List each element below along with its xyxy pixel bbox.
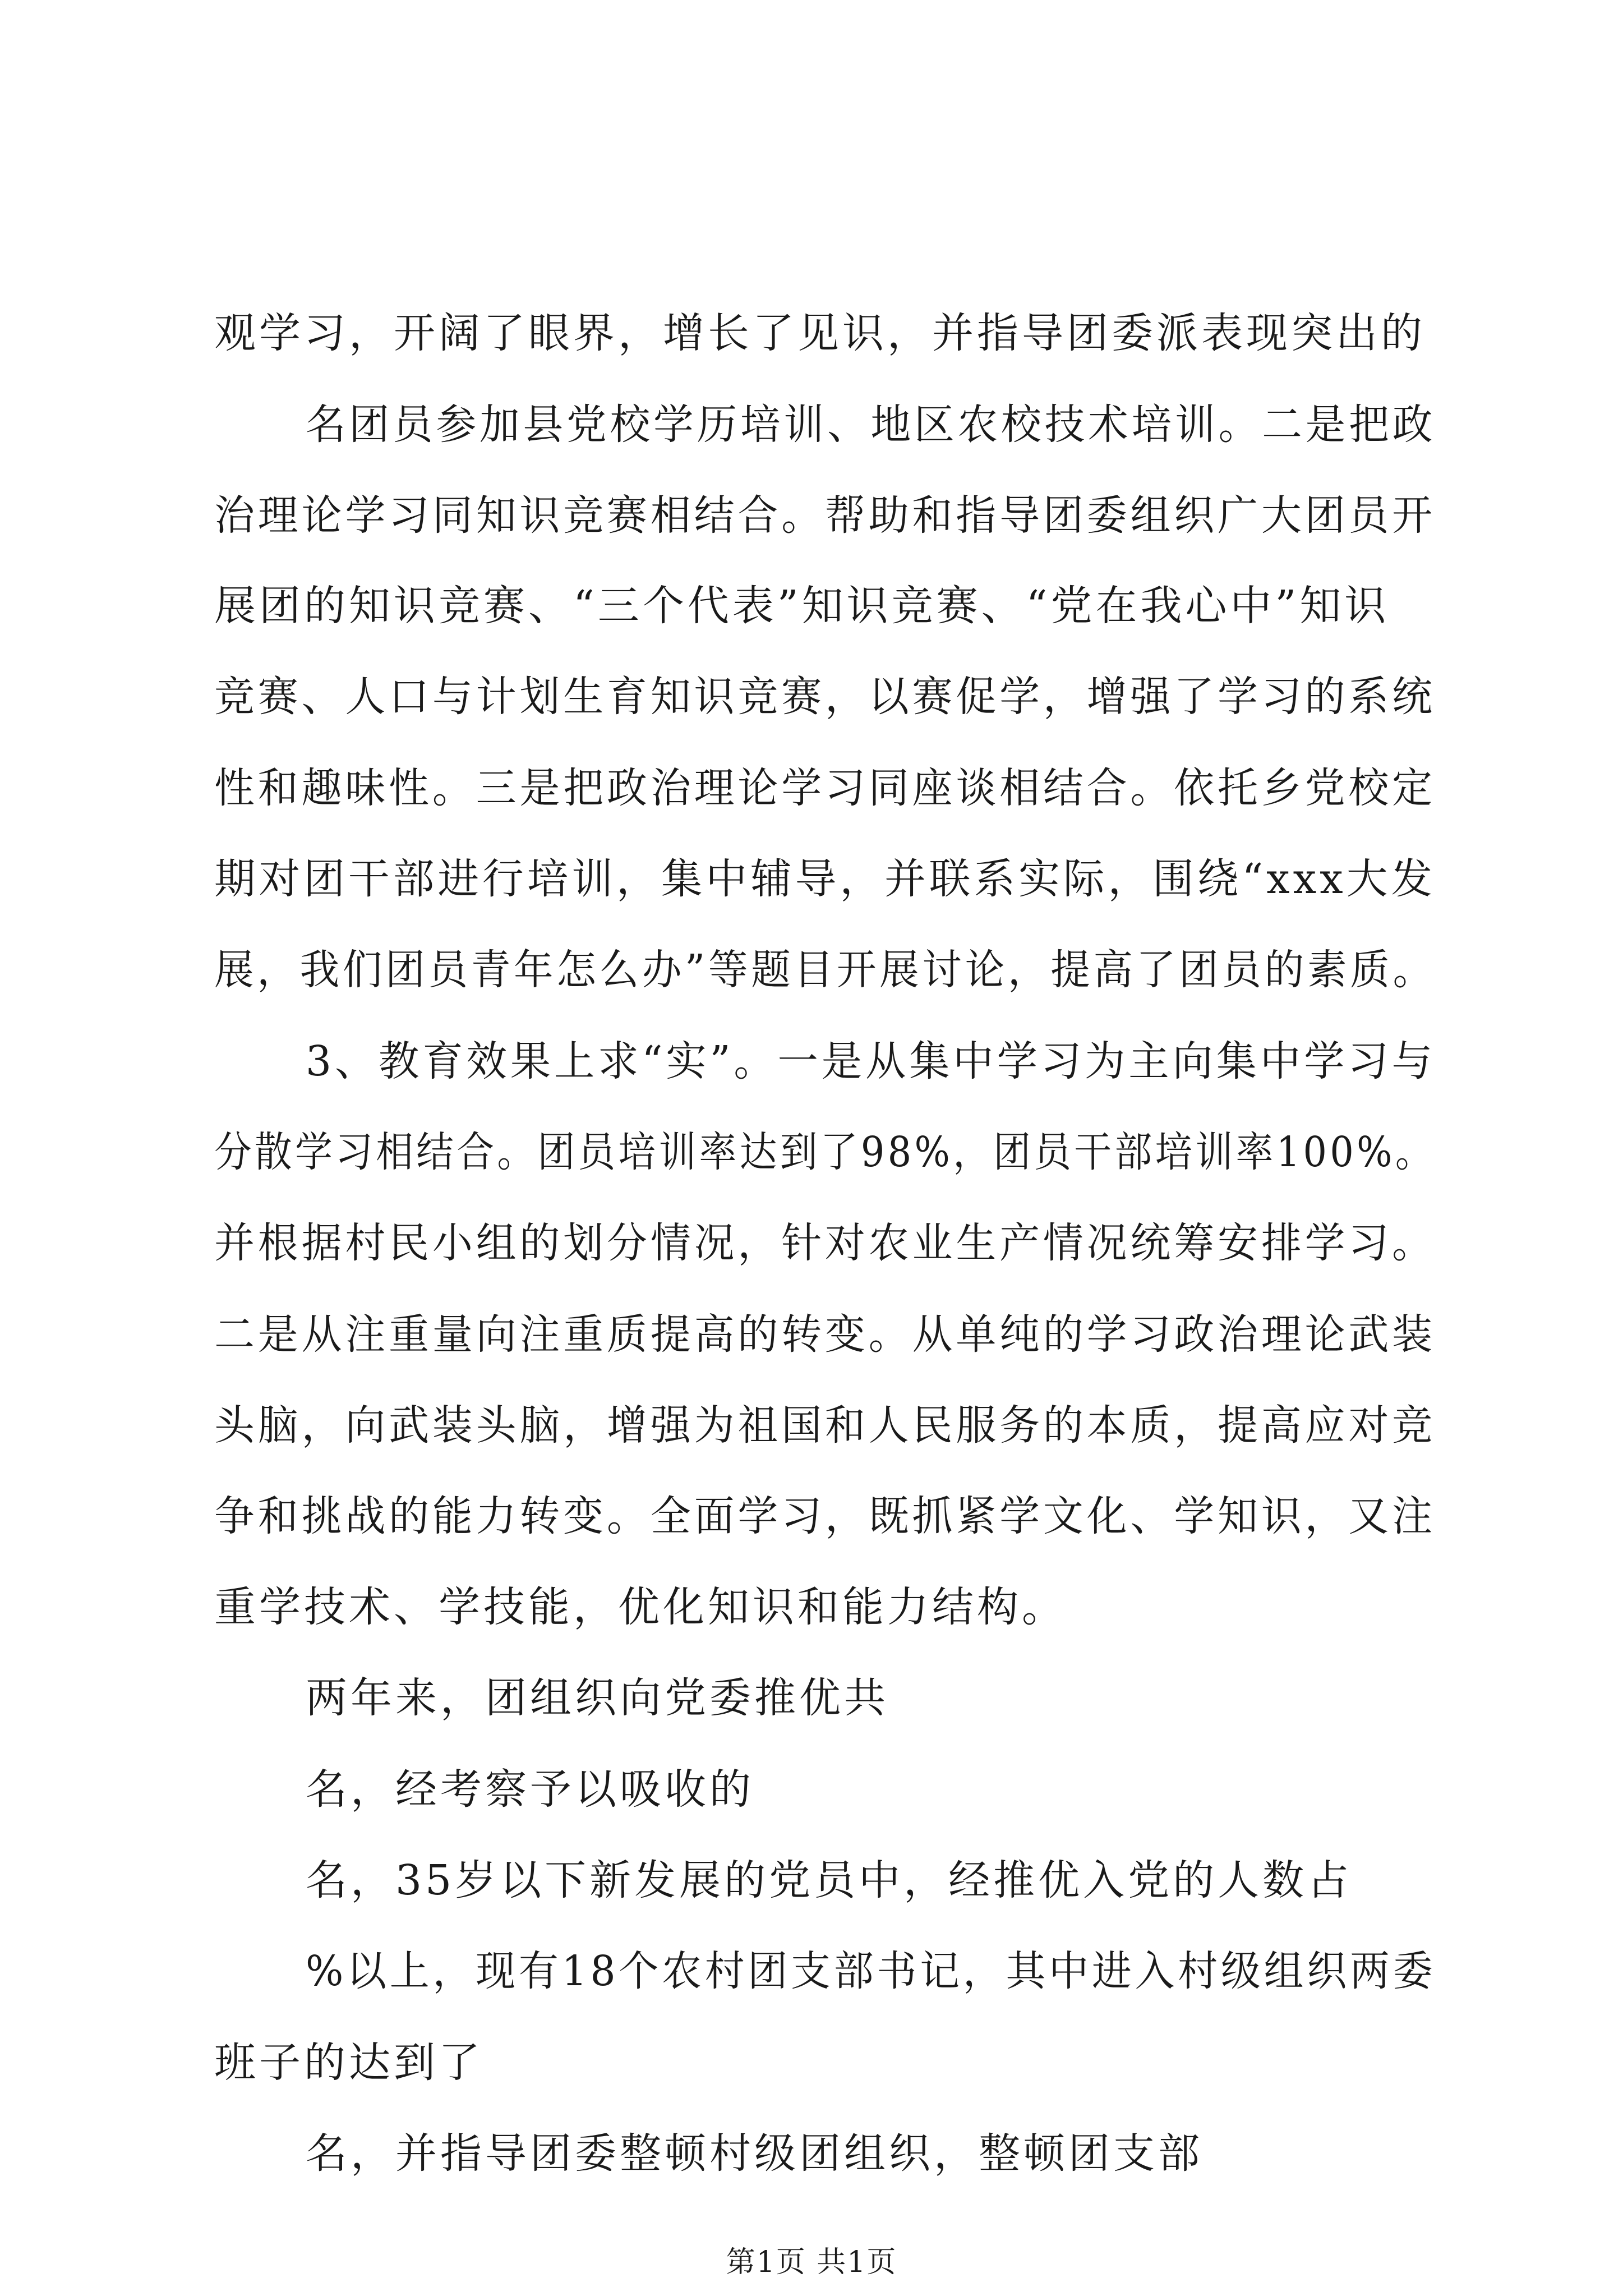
text-line: 名，并指导团委整顿村级团组织，整顿团支部 [306,2129,1203,2178]
text-line: 治理论学习同知识竞赛相结合。帮助和指导团委组织广大团员开 [214,491,1436,540]
text-line: 分散学习相结合。团员培训率达到了98%，团员干部培训率100%。 [214,1128,1436,1176]
text-line: 名团员参加县党校学历培训、地区农校技术培训。二是把政 [306,401,1436,449]
text-line: 观学习，开阔了眼界，增长了见识，并指导团委派表现突出的 [214,309,1426,357]
text-line: 性和趣味性。三是把政治理论学习同座谈相结合。依托乡党校定 [214,764,1436,812]
text-line: 二是从注重量向注重质提高的转变。从单纯的学习政治理论武装 [214,1310,1436,1359]
text-line: 争和挑战的能力转变。全面学习，既抓紧学文化、学知识，又注 [214,1492,1436,1540]
text-line: 期对团干部进行培训，集中辅导，并联系实际，围绕“xxx大发 [214,855,1436,903]
text-line: 展团的知识竞赛、“三个代表”知识竞赛、“党在我心中”知识 [214,582,1390,630]
page-footer: 第1页 共1页 [726,2246,897,2279]
text-line: 并根据村民小组的划分情况，针对农业生产情况统筹安排学习。 [214,1219,1436,1267]
text-line: 重学技术、学技能，优化知识和能力结构。 [214,1583,1067,1631]
text-line: 展，我们团员青年怎么办”等题目开展讨论，提高了团员的素质。 [214,946,1436,994]
text-line: 头脑，向武装头脑，增强为祖国和人民服务的本质，提高应对竞 [214,1401,1436,1450]
text-line: %以上，现有18个农村团支部书记，其中进入村级组织两委 [306,1947,1436,1995]
text-line: 名，35岁以下新发展的党员中，经推优入党的人数占 [306,1856,1353,1904]
text-line: 名，经考察予以吸收的 [306,1765,754,1814]
text-line: 3、教育效果上求“实”。一是从集中学习为主向集中学习与 [306,1037,1436,1085]
text-line: 班子的达到了 [214,2039,483,2087]
text-line: 竞赛、人口与计划生育知识竞赛，以赛促学，增强了学习的系统 [214,673,1436,721]
text-line: 两年来，团组织向党委推优共 [306,1674,889,1722]
